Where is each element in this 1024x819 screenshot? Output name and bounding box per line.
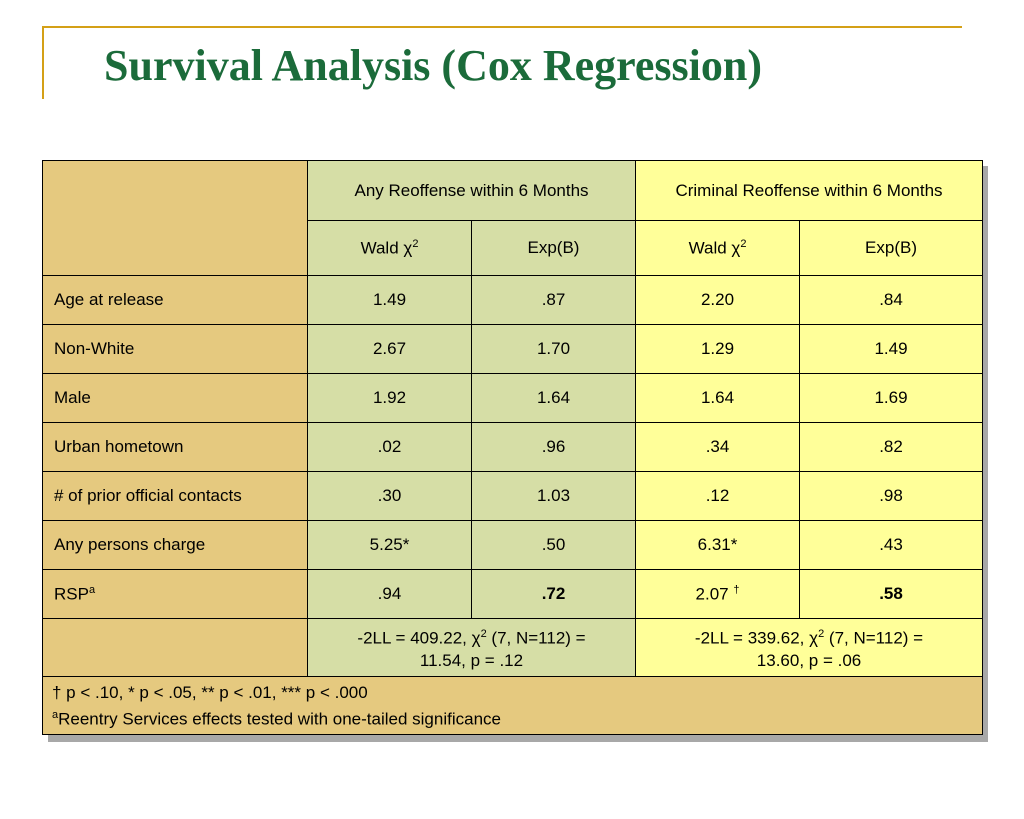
cell-expb-2: .58 <box>800 570 983 619</box>
col-header-expb-2: Exp(B) <box>800 221 983 276</box>
cell-wald-1: .94 <box>308 570 472 619</box>
cell-expb-1: 1.03 <box>472 472 636 521</box>
header-corner-cell <box>43 161 308 276</box>
footnote-cell: † p < .10, * p < .05, ** p < .01, *** p < .000 $^a$Reentry Services effects tested with one-tailed significance <box>43 677 983 735</box>
model-fit-criminal-reoffense: -2LL = 339.62, $\chi^2$ (7, N=112) = 13.60, p = .06 <box>636 619 983 677</box>
cell-expb-1: 1.70 <box>472 325 636 374</box>
cell-wald-2: 2.07 † <box>636 570 800 619</box>
results-table-wrapper <box>42 160 983 735</box>
col-header-wald-2: Wald $\chi^2$ <box>636 221 800 276</box>
table-row <box>43 276 983 325</box>
col-header-wald-1: Wald $\chi^2$ <box>308 221 472 276</box>
cell-wald-1: 1.49 <box>308 276 472 325</box>
row-label: RSP$^a$ <box>43 570 308 619</box>
cell-expb-1: .50 <box>472 521 636 570</box>
cell-expb-1: .96 <box>472 423 636 472</box>
cell-wald-1: 5.25* <box>308 521 472 570</box>
row-label: Male <box>43 374 308 423</box>
cell-expb-2: 1.69 <box>800 374 983 423</box>
cell-wald-2: .34 <box>636 423 800 472</box>
row-label: Non-White <box>43 325 308 374</box>
cell-wald-2: 2.20 <box>636 276 800 325</box>
table-row <box>43 325 983 374</box>
row-label: # of prior official contacts <box>43 472 308 521</box>
cell-expb-2: 1.49 <box>800 325 983 374</box>
footnote-row <box>43 677 983 735</box>
cell-expb-2: .43 <box>800 521 983 570</box>
group-header-criminal-reoffense: Criminal Reoffense within 6 Months <box>636 161 983 221</box>
cell-wald-1: 2.67 <box>308 325 472 374</box>
table-row <box>43 423 983 472</box>
cell-wald-2: 1.29 <box>636 325 800 374</box>
cell-expb-1: 1.64 <box>472 374 636 423</box>
cell-wald-1: .30 <box>308 472 472 521</box>
slide-title: Survival Analysis (Cox Regression) <box>104 41 763 90</box>
rsp-note: Reentry Services effects tested with one-tailed significance <box>58 709 501 729</box>
cell-wald-1: 1.92 <box>308 374 472 423</box>
row-label: Age at release <box>43 276 308 325</box>
cell-expb-2: .98 <box>800 472 983 521</box>
cell-expb-1: .87 <box>472 276 636 325</box>
cell-wald-2: .12 <box>636 472 800 521</box>
significance-note: † p < .10, * p < .05, ** p < .01, *** p < .000 <box>52 682 368 702</box>
table-row <box>43 570 983 619</box>
model-fit-row <box>43 619 983 677</box>
header-row-groups <box>43 161 983 221</box>
row-label: Any persons charge <box>43 521 308 570</box>
cell-expb-2: .84 <box>800 276 983 325</box>
cell-wald-2: 1.64 <box>636 374 800 423</box>
top-rule <box>42 26 962 28</box>
table-row <box>43 521 983 570</box>
col-header-expb-1: Exp(B) <box>472 221 636 276</box>
cell-expb-2: .82 <box>800 423 983 472</box>
left-rule <box>42 26 44 99</box>
cell-expb-1: .72 <box>472 570 636 619</box>
table-row <box>43 472 983 521</box>
cox-regression-table <box>42 160 983 735</box>
cell-wald-2: 6.31* <box>636 521 800 570</box>
table-row <box>43 374 983 423</box>
cell-wald-1: .02 <box>308 423 472 472</box>
model-fit-any-reoffense: -2LL = 409.22, $\chi^2$ (7, N=112) = 11.54, p = .12 <box>308 619 636 677</box>
row-label: Urban hometown <box>43 423 308 472</box>
group-header-any-reoffense: Any Reoffense within 6 Months <box>308 161 636 221</box>
model-fit-label-cell <box>43 619 308 677</box>
